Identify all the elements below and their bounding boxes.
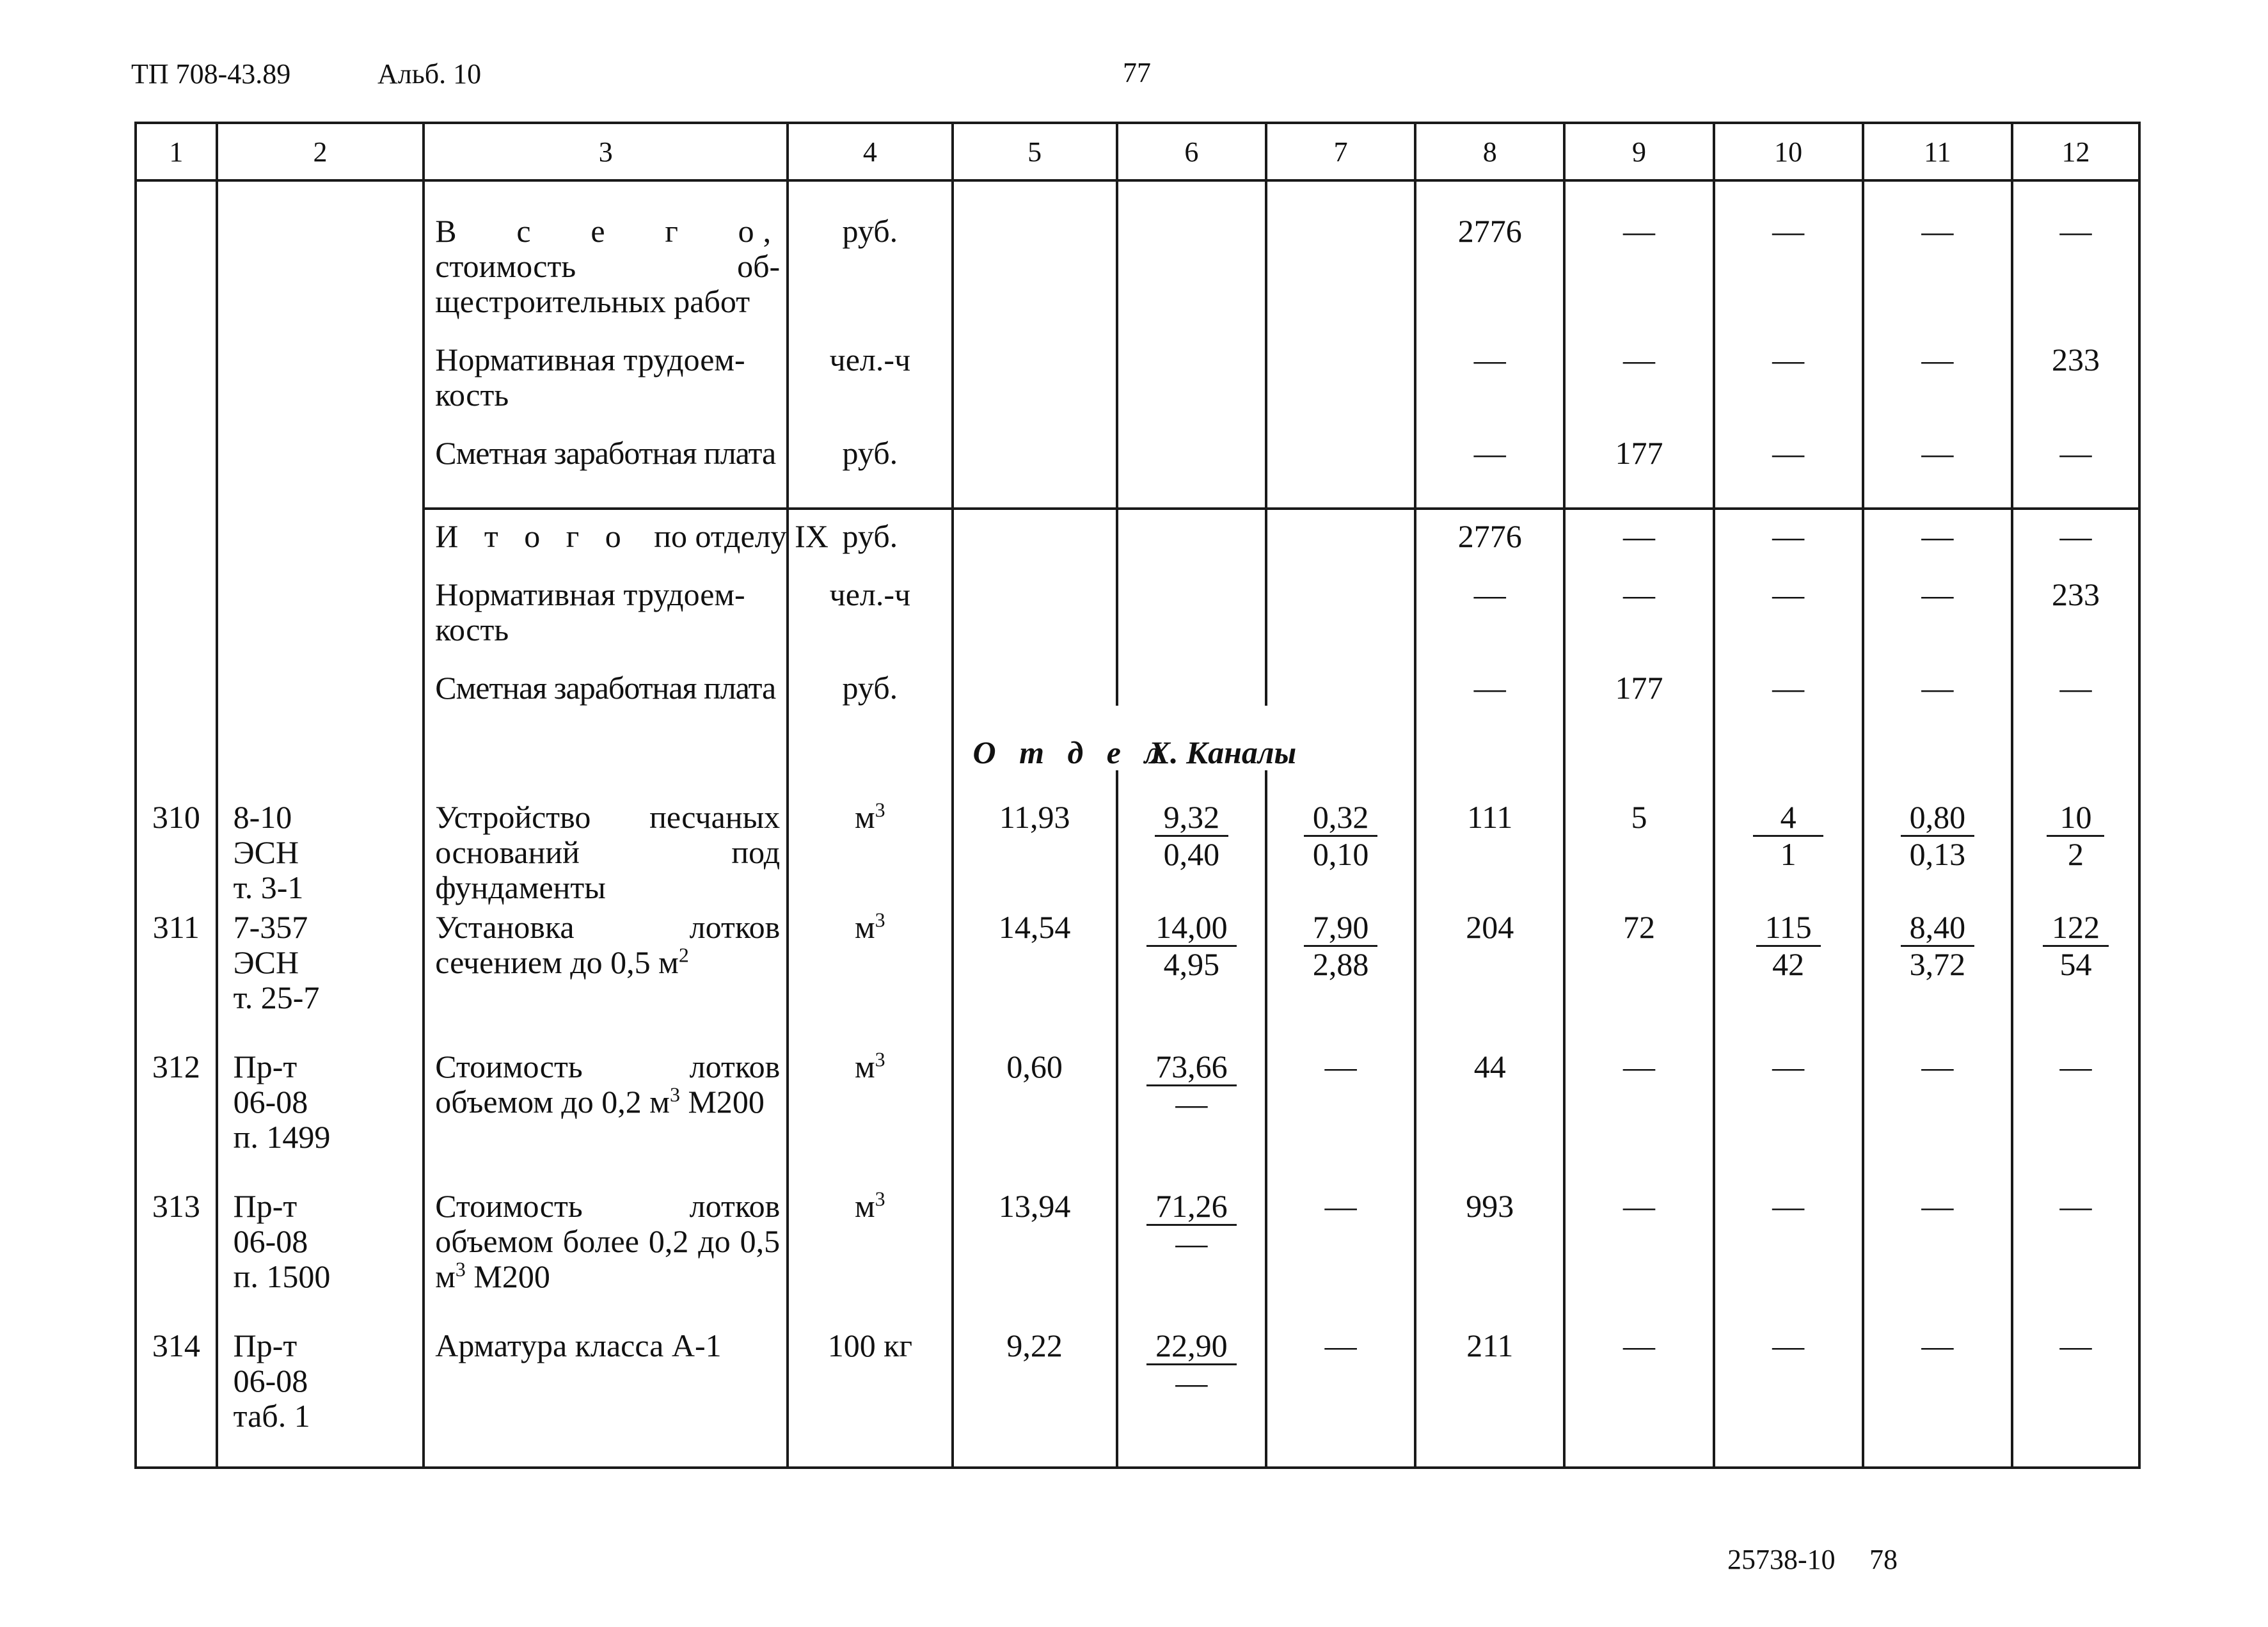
total-desc: Нормативная трудоем- кость — [424, 554, 788, 647]
c10: — — [1714, 1189, 1863, 1328]
total-cost: 111 — [1415, 770, 1564, 910]
c11: — — [1863, 1189, 2012, 1328]
col-header-2: 2 — [217, 123, 424, 180]
unit: $м^3$ — [788, 1049, 952, 1189]
total-c10: — — [1714, 647, 1863, 706]
total-cost: 993 — [1415, 1189, 1564, 1328]
summary-c11: — — [1863, 413, 2012, 509]
row-number: 312 — [136, 1049, 217, 1189]
c10: $\frac{4}{1}$ — [1714, 770, 1863, 910]
quantity: 9,22 — [953, 1328, 1117, 1468]
c7: — — [1266, 1328, 1415, 1468]
c10: — — [1714, 1049, 1863, 1189]
quantity: 13,94 — [953, 1189, 1117, 1328]
norm-code-line: т. 25-7 — [233, 980, 320, 1015]
col-header-11: 11 — [1863, 123, 2012, 180]
summary-c8: 2776 — [1415, 180, 1564, 319]
norm-code — [217, 1049, 424, 1189]
total-cost: 204 — [1415, 910, 1564, 1049]
summary-desc: Сметная заработная плата — [424, 413, 788, 509]
total-c10: — — [1714, 509, 1863, 554]
work-description: Арматура класса А-1 — [424, 1328, 788, 1468]
column-header-row — [136, 123, 2139, 180]
norm-code — [217, 1189, 424, 1328]
doc-code: ТП 708-43.89 — [131, 58, 291, 90]
table-row — [136, 1189, 2139, 1328]
total-desc: И т о г о по отделу IX — [424, 509, 788, 554]
unit: $м^3$ — [788, 1189, 952, 1328]
c9: — — [1564, 1328, 1713, 1468]
summary-c8: — — [1415, 319, 1564, 413]
norm-code-line: Пр-т — [233, 1049, 297, 1084]
total-row — [136, 647, 2139, 706]
c11: — — [1863, 1049, 2012, 1189]
total-c11: — — [1863, 509, 2012, 554]
quantity: 0,60 — [953, 1049, 1117, 1189]
summary-desc: В с е г о, стоимость об-щестроительных работ — [424, 180, 788, 319]
summary-unit: руб. — [788, 180, 952, 319]
unit-cost: $\frac{73,66}{—}$ — [1117, 1049, 1266, 1189]
c10: — — [1714, 1328, 1863, 1468]
summary-c12: — — [2012, 180, 2139, 319]
col-header-12: 12 — [2012, 123, 2139, 180]
c12: — — [2012, 1049, 2139, 1189]
c7: — — [1266, 1049, 1415, 1189]
total-desc: Сметная заработная плата — [424, 647, 788, 706]
norm-code-line: ЭСН — [233, 944, 299, 980]
col-header-1: 1 — [136, 123, 217, 180]
quantity: 14,54 — [953, 910, 1117, 1049]
summary-row — [136, 413, 2139, 509]
unit-cost: $\frac{71,26}{—}$ — [1117, 1189, 1266, 1328]
c9: — — [1564, 1189, 1713, 1328]
unit: 100 кг — [788, 1328, 952, 1468]
unit: $м^3$ — [788, 910, 952, 1049]
total-c8: — — [1415, 554, 1564, 647]
c11: $\frac{8,40}{3,72}$ — [1863, 910, 2012, 1049]
c9: 5 — [1564, 770, 1713, 910]
section-header-row — [136, 706, 2139, 770]
table-row — [136, 1049, 2139, 1189]
c12: $\frac{10}{2}$ — [2012, 770, 2139, 910]
norm-code-line: 06-08 — [233, 1223, 308, 1259]
row-number: 310 — [136, 770, 217, 910]
total-cost: 211 — [1415, 1328, 1564, 1468]
section-title: О т д е л — [953, 706, 1117, 770]
col-header-6: 6 — [1117, 123, 1266, 180]
summary-c10: — — [1714, 180, 1863, 319]
c7: $\frac{0,32}{0,10}$ — [1266, 770, 1415, 910]
norm-code — [217, 770, 424, 910]
c9: — — [1564, 1049, 1713, 1189]
col-header-8: 8 — [1415, 123, 1564, 180]
summary-c9: — — [1564, 319, 1713, 413]
col-header-10: 10 — [1714, 123, 1863, 180]
c7: $\frac{7,90}{2,88}$ — [1266, 910, 1415, 1049]
norm-code-line: Пр-т — [233, 1188, 297, 1224]
summary-c12: — — [2012, 413, 2139, 509]
total-unit: руб. — [788, 509, 952, 554]
norm-code-line: 06-08 — [233, 1363, 308, 1399]
unit-cost: $\frac{22,90}{—}$ — [1117, 1328, 1266, 1468]
norm-code — [217, 910, 424, 1049]
total-unit: руб. — [788, 647, 952, 706]
summary-c10: — — [1714, 319, 1863, 413]
col-header-3: 3 — [424, 123, 788, 180]
unit-cost: $\frac{9,32}{0,40}$ — [1117, 770, 1266, 910]
footer-page: 78 — [1869, 1544, 1898, 1575]
col-header-7: 7 — [1266, 123, 1415, 180]
work-description: Стоимость лотков объемом до 0,2 $м^3$ М200 — [424, 1049, 788, 1189]
total-c9: — — [1564, 554, 1713, 647]
col-header-5: 5 — [953, 123, 1117, 180]
section-subtitle: X. Каналы — [1148, 734, 1297, 770]
total-c11: — — [1863, 647, 2012, 706]
album-label: Альб. 10 — [377, 58, 482, 90]
c12: — — [2012, 1328, 2139, 1468]
total-c8: — — [1415, 647, 1564, 706]
c7: — — [1266, 1189, 1415, 1328]
summary-c8: — — [1415, 413, 1564, 509]
table-row — [136, 770, 2139, 910]
c12: $\frac{122}{54}$ — [2012, 910, 2139, 1049]
norm-code-line: Пр-т — [233, 1328, 297, 1363]
norm-code-line: 8-10 — [233, 799, 292, 835]
norm-code-line: п. 1500 — [233, 1258, 331, 1294]
work-description: Установка лотков сечением до 0,5 $м^2$ — [424, 910, 788, 1049]
c9: 72 — [1564, 910, 1713, 1049]
total-c12: — — [2012, 509, 2139, 554]
summary-unit: руб. — [788, 413, 952, 509]
total-c9: 177 — [1564, 647, 1713, 706]
summary-c12: 233 — [2012, 319, 2139, 413]
norm-code-line: таб. 1 — [233, 1398, 310, 1434]
summary-c11: — — [1863, 319, 2012, 413]
total-unit: чел.-ч — [788, 554, 952, 647]
norm-code-line: т. 3-1 — [233, 869, 304, 905]
c11: — — [1863, 1328, 2012, 1468]
c12: — — [2012, 1189, 2139, 1328]
table-row — [136, 1328, 2139, 1468]
unit: $м^3$ — [788, 770, 952, 910]
summary-c9: 177 — [1564, 413, 1713, 509]
summary-c9: — — [1564, 180, 1713, 319]
summary-row — [136, 319, 2139, 413]
total-c8: 2776 — [1415, 509, 1564, 554]
total-c9: — — [1564, 509, 1713, 554]
summary-desc: Нормативная трудоем- кость — [424, 319, 788, 413]
total-c12: 233 — [2012, 554, 2139, 647]
total-row — [136, 554, 2139, 647]
work-description: Устройство песчаных оснований под фундаменты — [424, 770, 788, 910]
c10: $\frac{115}{42}$ — [1714, 910, 1863, 1049]
work-description: Стоимость лотков объемом более 0,2 до 0,5 $м^3$ М200 — [424, 1189, 788, 1328]
col-header-9: 9 — [1564, 123, 1713, 180]
total-c11: — — [1863, 554, 2012, 647]
norm-code — [217, 1328, 424, 1468]
c11: $\frac{0,80}{0,13}$ — [1863, 770, 2012, 910]
footer-code: 25738-10 — [1727, 1544, 1836, 1575]
summary-row — [136, 180, 2139, 319]
summary-c10: — — [1714, 413, 1863, 509]
norm-code-line: п. 1499 — [233, 1119, 331, 1155]
norm-code-line: 7-357 — [233, 909, 308, 945]
norm-code-line: 06-08 — [233, 1084, 308, 1120]
row-number: 311 — [136, 910, 217, 1049]
unit-cost: $\frac{14,00}{4,95}$ — [1117, 910, 1266, 1049]
total-cost: 44 — [1415, 1049, 1564, 1189]
table-row — [136, 910, 2139, 1049]
summary-unit: чел.-ч — [788, 319, 952, 413]
total-c10: — — [1714, 554, 1863, 647]
quantity: 11,93 — [953, 770, 1117, 910]
estimate-table — [134, 122, 2141, 1469]
total-row — [136, 509, 2139, 554]
page-number: 77 — [1123, 57, 1151, 88]
total-c12: — — [2012, 647, 2139, 706]
row-number: 313 — [136, 1189, 217, 1328]
row-number: 314 — [136, 1328, 217, 1468]
col-header-4: 4 — [788, 123, 952, 180]
norm-code-line: ЭСН — [233, 834, 299, 870]
summary-c11: — — [1863, 180, 2012, 319]
